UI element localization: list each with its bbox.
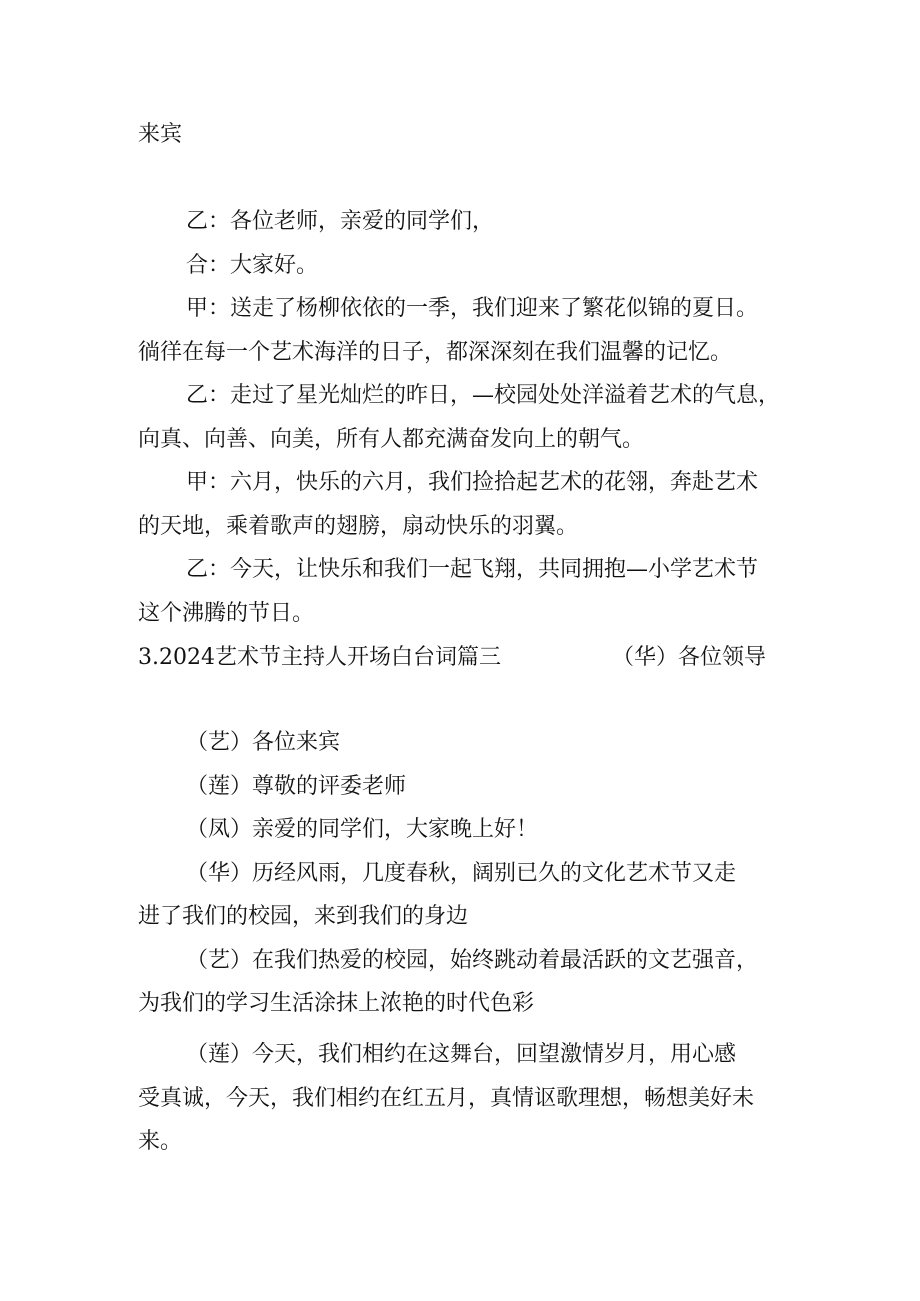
paragraph-line: （莲）今天，我们相约在这舞台，回望激情岁月，用心感 (186, 1042, 737, 1067)
paragraph-line: （凤）亲爱的同学们，大家晚上好！ (186, 817, 539, 842)
paragraph-line: 合：大家好。 (186, 253, 319, 278)
paragraph-line: （莲）尊敬的评委老师 (186, 774, 407, 799)
paragraph-line: 徜徉在每一个艺术海洋的日子，都深深刻在我们温馨的记忆。 (138, 340, 733, 365)
paragraph-line: 受真诚，今天，我们相约在红五月，真情讴歌理想，畅想美好未 (138, 1086, 755, 1111)
paragraph-fragment: 来宾 (138, 122, 183, 147)
paragraph-line: （艺）各位来宾 (186, 730, 341, 755)
paragraph-line: 向真、向善、向美，所有人都充满奋发向上的朝气。 (138, 427, 645, 452)
paragraph-line: （华）历经风雨，几度春秋，阔别已久的文化艺术节又走 (186, 861, 737, 886)
paragraph-line: 这个沸腾的节日。 (138, 601, 315, 626)
section-heading-tail: （华）各位领导 (612, 645, 767, 670)
paragraph-line: （艺）在我们热爱的校园，始终跳动着最活跃的文艺强音， (186, 948, 759, 973)
paragraph-line: 进了我们的校园，来到我们的身边 (138, 904, 469, 929)
paragraph-line: 乙：走过了星光灿烂的昨日，—校园处处洋溢着艺术的气息， (186, 383, 781, 408)
paragraph-line: 乙：今天，让快乐和我们一起飞翔，共同拥抱—小学艺术节 (186, 557, 759, 582)
paragraph-line: 的天地，乘着歌声的翅膀，扇动快乐的羽翼。 (138, 514, 579, 539)
paragraph-line: 甲：六月，快乐的六月，我们捡拾起艺术的花翎，奔赴艺术 (186, 470, 759, 495)
section-heading: 3.2024艺术节主持人开场白台词篇三 (138, 645, 501, 670)
paragraph-line: 为我们的学习生活涂抹上浓艳的时代色彩 (138, 991, 535, 1016)
paragraph-line: 来。 (138, 1129, 183, 1154)
paragraph-line: 甲：送走了杨柳依依的一季，我们迎来了繁花似锦的夏日。 (186, 296, 759, 321)
paragraph-line: 乙：各位老师，亲爱的同学们， (186, 209, 495, 234)
